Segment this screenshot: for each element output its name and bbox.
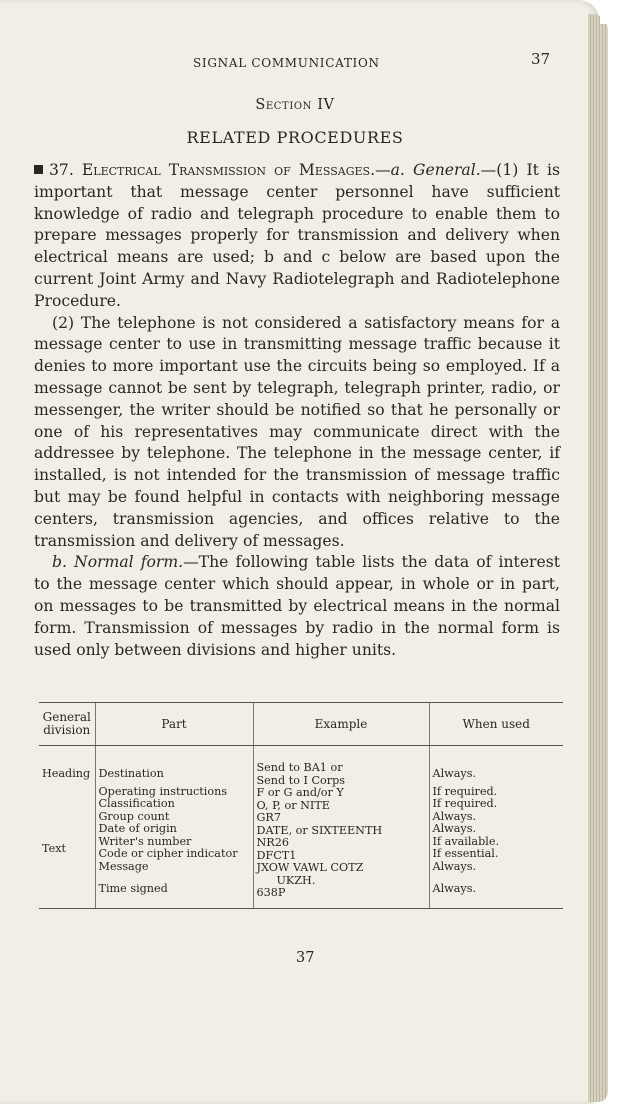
example-item: DATE, or SIXTEENTH [256,823,383,837]
part-item: Time signed [98,882,168,895]
page-edge [588,14,608,1102]
part-item: Message [98,859,149,873]
when-used-item: Always. [432,882,477,895]
division-heading: Heading [42,767,91,780]
when-used-item: If required. [432,784,498,798]
page-number-bottom: 37 [296,950,315,966]
when-used-item: If available. [432,834,500,848]
part-item: Writer's number [98,834,192,848]
example-item: JXOW VAWL COTZ [256,861,364,874]
example-item: UKZH. [276,873,316,887]
when-used-item: Always. [432,809,477,823]
when-used-item: If essential. [432,847,499,860]
page-number-top: 37 [531,50,551,68]
header-part: Part [95,703,253,746]
when-used-item: If required. [432,797,498,810]
subparagraph-a-heading: a. General. [390,161,481,179]
paragraph-text-1: (1) It is important that message center personnel have sufficient knowledge of radio and telegraph procedure to enable them to prepare messages properly for transmission and delivery when electrical means are used; b and c below are based upon the current Joint Army and Navy Radiotelegraph and Radiotelephone Procedure. [34,161,560,310]
paragraph-b [34,552,560,661]
header-example: Example [253,703,429,746]
dash: — [375,161,391,179]
example-item: GR7 [256,811,281,824]
part-item: Date of origin [98,822,177,835]
when-used-item: Always. [432,859,477,873]
example-column [253,746,429,908]
division-column [39,746,95,908]
example-item: F or G and/or Y [256,786,344,799]
paragraph-heading: 37. Electrical Transmission of Messages. [49,161,376,179]
when-used-column [429,746,563,908]
paragraph-37 [34,160,560,313]
body-text [34,160,560,661]
example-item: 638P [256,886,286,899]
part-item: Classification [98,797,175,810]
part-item: Code or cipher indicator [98,847,238,860]
example-item: DFCT1 [256,848,297,862]
header-when-used: When used [429,703,563,746]
section-title: RELATED PROCEDURES [186,128,404,147]
example-item: O, P, or NITE [256,798,330,812]
when-used-item: Always. [432,767,477,780]
table-header-row [39,703,563,746]
part-item: Operating instructions [98,784,228,798]
part-item: Group count [98,809,170,823]
dash: — [480,161,497,179]
when-used-item: Always. [432,822,477,835]
example-item: Send to BA1 or [256,761,343,774]
section-label: Section IV [255,97,335,113]
subparagraph-b-heading: b. Normal form. [52,553,184,572]
message-data-table [39,702,563,909]
section-marker-icon [34,165,43,174]
page-corner [600,0,624,24]
part-item: Destination [98,767,164,780]
running-head: SIGNAL COMMUNICATION [193,56,380,70]
paragraph-text-2: (2) The telephone is not considered a satisfactory means for a message center to use in transmitting message traffic because it denies to more important use the circuits being so employed. If a message cannot be sent by telegraph, telegraph printer, radio, or messenger, the writer should be notified so that he personally or one of his representatives may communicate direct with the addressee by telephone. The telephone in the message center, if installed, is not intended for the transmission of message traffic but may be found helpful in contacts with neighboring message centers, transmission agencies, and offices relative to the transmission and delivery of messages. [34,313,560,550]
division-text: Text [42,842,67,855]
table-row [39,746,563,908]
part-column [95,746,253,908]
paragraph-text-3: —The following table lists the data of interest to the message center which should appear, in whole or in part, on messages to be transmitted by electrical means in the normal form. Transmission of messages by radio in the normal form is used only between divisions and higher units. [34,553,560,659]
example-item: NR26 [256,836,289,849]
header-general-division: General division [39,703,95,746]
example-item: Send to I Corps [256,773,346,787]
